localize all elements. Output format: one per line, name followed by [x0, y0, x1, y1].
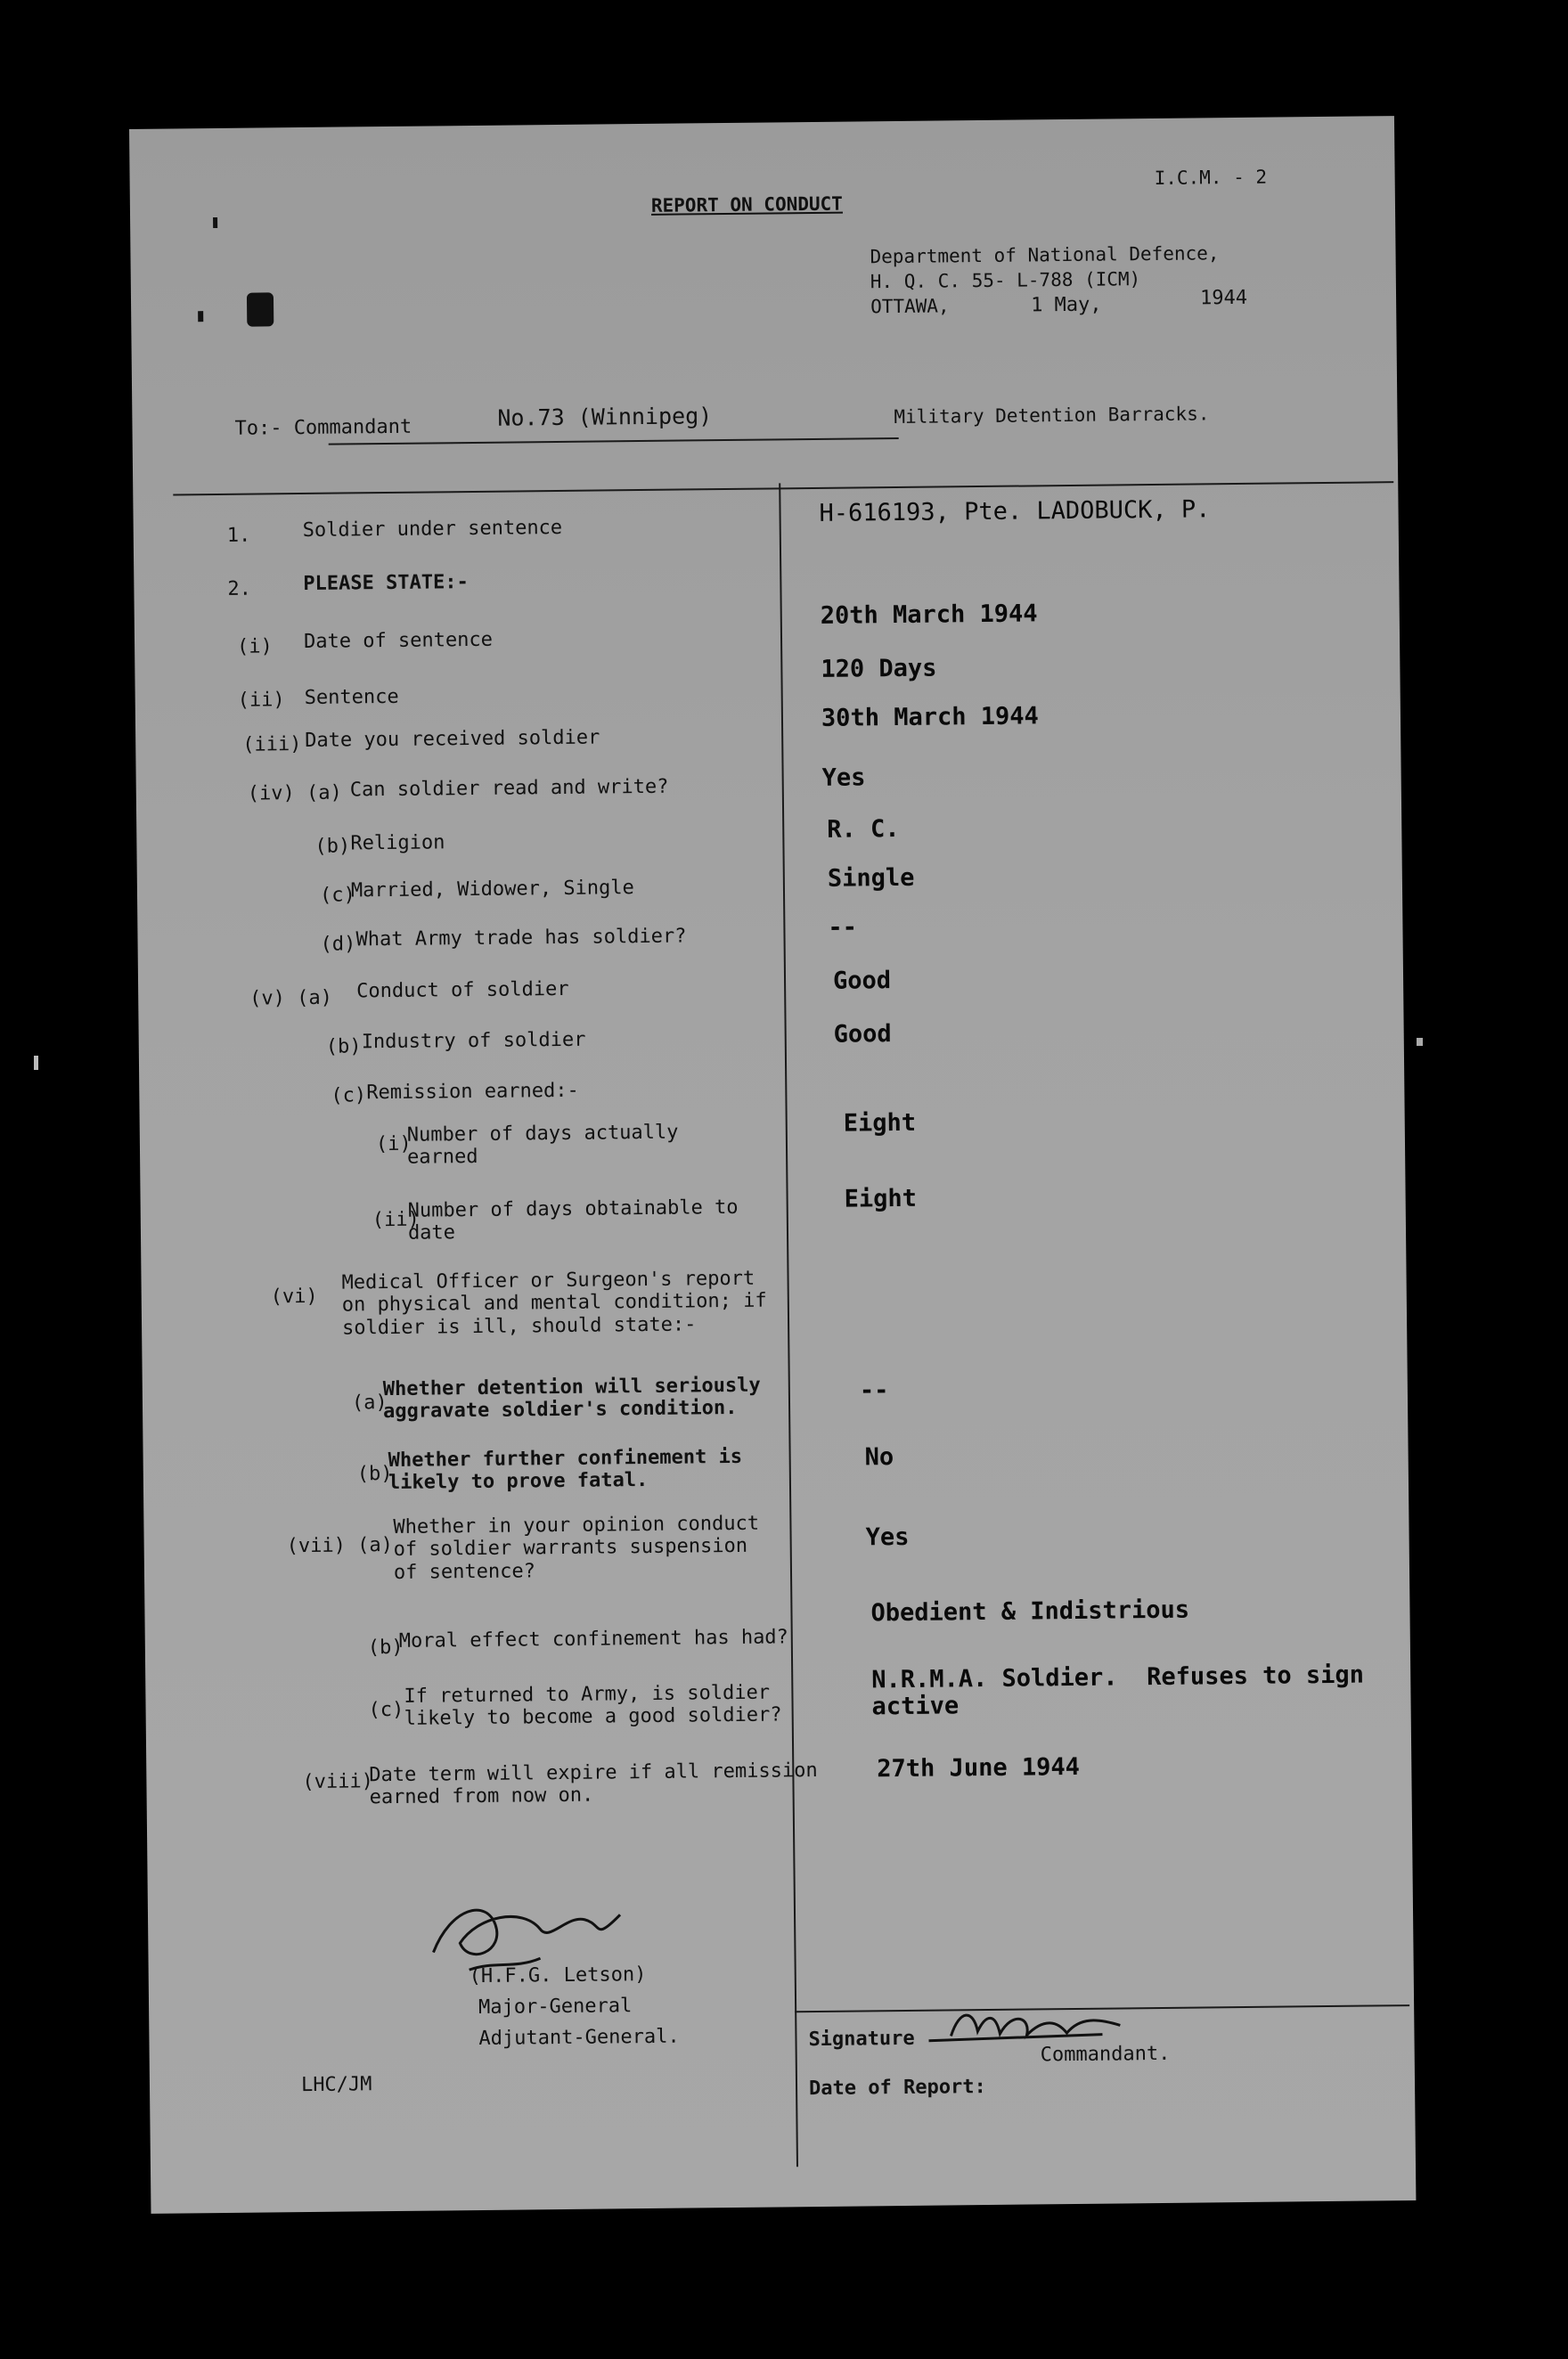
- item-number: (c): [331, 1084, 367, 1107]
- item-answer: Single: [827, 863, 915, 893]
- item-number: (c): [368, 1698, 404, 1722]
- item-answer: 20th March 1944: [820, 600, 1038, 630]
- item-label: Can soldier read and write?: [349, 775, 669, 802]
- item-answer: Eight: [844, 1184, 918, 1213]
- item-answer: 120 Days: [821, 654, 937, 683]
- item-label: Date of sentence: [303, 628, 494, 653]
- item-answer: 27th June 1944: [877, 1752, 1081, 1784]
- item-label: If returned to Army, is soldier likely to become a good soldier?: [404, 1681, 782, 1731]
- item-number: (b): [314, 835, 351, 858]
- item-label: Sentence: [304, 685, 399, 709]
- item-number: (iii): [242, 733, 302, 756]
- item-label: Religion: [350, 831, 445, 855]
- item-answer: Obedient & Indistrious: [870, 1596, 1190, 1628]
- department-name: Department of National Defence,: [870, 242, 1220, 268]
- hq-reference: H. Q. C. 55- L-788 (ICM): [870, 268, 1141, 293]
- item-answer: H-616193, Pte. LADOBUCK, P.: [819, 495, 1211, 527]
- date-of-report-label: Date of Report:: [808, 2076, 986, 2101]
- item-label: Moral effect confinement has had?: [398, 1626, 788, 1653]
- item-answer: 30th March 1944: [821, 702, 1039, 732]
- edge-speck: [34, 1056, 38, 1070]
- item-answer: Good: [832, 967, 892, 995]
- item-answer: --: [828, 913, 858, 942]
- edge-speck: [1417, 1038, 1423, 1046]
- item-number: (b): [356, 1462, 393, 1486]
- letter-year: 1944: [1199, 286, 1248, 310]
- item-number: 1.: [226, 524, 251, 547]
- item-label: Number of days actually earned: [406, 1121, 679, 1170]
- item-number: (c): [319, 884, 355, 907]
- table-top-line: [173, 481, 1393, 495]
- item-label: Soldier under sentence: [302, 516, 563, 542]
- speck-mark: [213, 217, 217, 228]
- item-number: (b): [367, 1636, 404, 1660]
- item-number: (d): [320, 933, 356, 956]
- item-number: (a): [351, 1392, 388, 1415]
- item-number: (viii): [302, 1770, 374, 1794]
- item-answer: R. C.: [827, 814, 900, 844]
- item-label: PLEASE STATE:-: [303, 571, 469, 595]
- speck-mark: [198, 311, 203, 322]
- item-label: Conduct of soldier: [356, 977, 569, 1003]
- item-answer: No: [864, 1443, 894, 1472]
- item-label: Medical Officer or Surgeon's report on physical and mental condition; if soldier is ill, should state:-: [341, 1267, 767, 1340]
- signatory-title: Adjutant-General.: [478, 2025, 680, 2051]
- file-reference: I.C.M. - 2: [1154, 166, 1268, 189]
- item-answer: --: [859, 1376, 889, 1405]
- document-title: REPORT ON CONDUCT: [650, 192, 843, 216]
- signature-label: Signature: [808, 2027, 915, 2052]
- item-label: What Army trade has soldier?: [355, 925, 687, 951]
- punch-mark: [247, 292, 274, 326]
- item-number: (v) (a): [249, 986, 333, 1010]
- item-number: (ii): [237, 689, 285, 712]
- typist-initials: LHC/JM: [300, 2073, 372, 2097]
- addressee-underline: [329, 437, 899, 445]
- barracks-name: Military Detention Barracks.: [894, 403, 1210, 429]
- item-answer: Yes: [865, 1522, 910, 1552]
- item-label: Industry of soldier: [361, 1028, 586, 1054]
- commandant-label: Commandant.: [1040, 2042, 1171, 2067]
- item-number: (i): [375, 1132, 412, 1156]
- item-label: Remission earned:-: [366, 1079, 579, 1105]
- document-page: [129, 116, 1416, 2214]
- signatory-rank: Major-General: [478, 1995, 633, 2020]
- item-number: (vii) (a): [286, 1533, 394, 1558]
- location: OTTAWA,: [870, 295, 950, 318]
- item-number: (b): [325, 1035, 362, 1058]
- item-label: Whether detention will seriously aggravate soldier's condition.: [382, 1374, 761, 1424]
- letter-date: 1 May,: [1030, 293, 1102, 317]
- item-number: 2.: [227, 577, 252, 600]
- item-label: Date you received soldier: [305, 726, 600, 752]
- item-label: Number of days obtainable to date: [407, 1196, 739, 1245]
- item-answer: Good: [833, 1020, 892, 1049]
- item-number: (ii): [372, 1208, 420, 1232]
- item-number: (iv) (a): [247, 781, 342, 805]
- table-column-divider: [779, 483, 798, 2167]
- unit-name: No.73 (Winnipeg): [497, 403, 713, 431]
- item-answer: Eight: [843, 1108, 917, 1138]
- item-label: Married, Widower, Single: [350, 877, 634, 902]
- item-label: Whether in your opinion conduct of soldier warrants suspension of sentence?: [393, 1512, 760, 1584]
- to-commandant: To:- Commandant: [234, 415, 412, 440]
- item-number: (i): [236, 635, 273, 658]
- item-number: (vi): [270, 1285, 318, 1309]
- item-answer: Yes: [821, 763, 866, 792]
- item-answer: N.R.M.A. Soldier. Refuses to sign active: [871, 1661, 1365, 1721]
- item-label: Whether further confinement is likely to prove fatal.: [388, 1445, 743, 1495]
- signatory-name: (H.F.G. Letson): [469, 1963, 647, 1988]
- item-label: Date term will expire if all remission earned from now on.: [369, 1759, 818, 1809]
